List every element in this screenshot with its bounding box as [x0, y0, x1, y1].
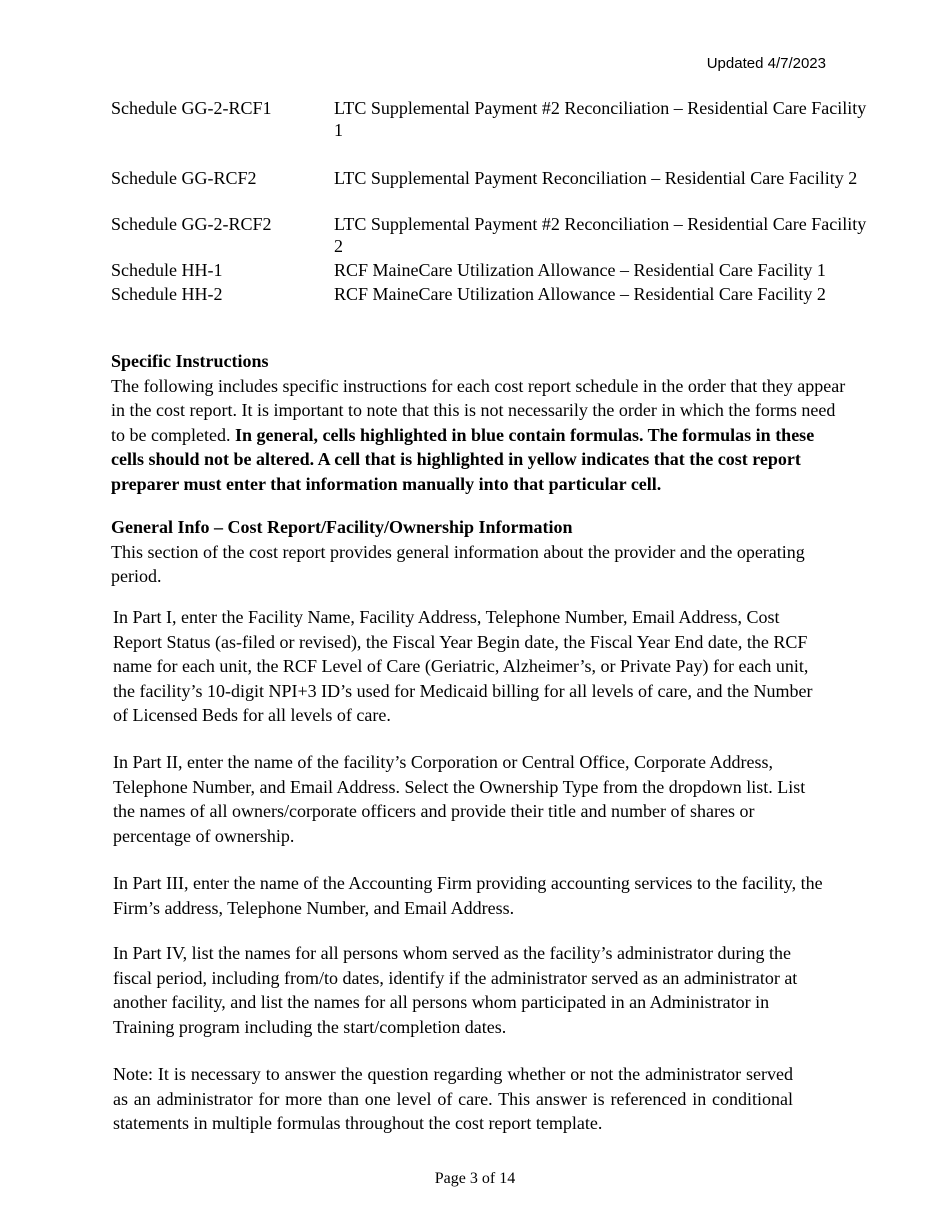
updated-date: Updated 4/7/2023: [706, 55, 826, 72]
schedule-description: RCF MaineCare Utilization Allowance – Residential Care Facility 1: [334, 260, 826, 280]
schedule-code: Schedule GG-2-RCF1: [111, 98, 272, 118]
page-number: Page 3 of 14: [434, 1170, 516, 1187]
schedule-code: Schedule GG-RCF2: [111, 168, 257, 188]
section-heading: Specific Instructions: [111, 351, 269, 371]
instructions-intro: The following includes specific instructions for each cost report schedule in the order that they appear in the cost report. It is important to note that this is not necessarily the order in which the forms need to be completed.: [111, 375, 846, 445]
schedule-description: LTC Supplemental Payment Reconciliation – Residential Care Facility 2: [334, 168, 858, 188]
note-paragraph: Note: It is necessary to answer the question regarding whether or not the administrator served as an administrator for more than one level of care. This answer is referenced in conditional statements in multiple formulas throughout the cost report template.: [113, 1064, 793, 1133]
section-heading: General Info – Cost Report/Facility/Ownership Information: [111, 517, 573, 537]
part-four-paragraph: In Part IV, list the names for all persons whom served as the facility’s administrator during the fiscal period, including from/to dates, identify if the administrator served as an administrator at another facility, and list the names for all persons whom participated in an Administrator in Training program including the start/completion dates.: [113, 943, 798, 1037]
part-one-paragraph: In Part I, enter the Facility Name, Facility Address, Telephone Number, Email Address, Cost Report Status (as-filed or revised), the Fiscal Year Begin date, the Fiscal Year End date, the RCF name for each unit, the RCF Level of Care (Geriatric, Alzheimer’s, or Private Pay) for each unit, the facility’s 10-digit NPI+3 ID’s used for Medicaid billing for all levels of care, and the Number of Licensed Beds for all levels of care.: [113, 607, 813, 725]
schedule-code: Schedule GG-2-RCF2: [111, 214, 272, 234]
schedule-description: LTC Supplemental Payment #2 Reconciliation – Residential Care Facility 2: [334, 214, 867, 256]
part-two-paragraph: In Part II, enter the name of the facility’s Corporation or Central Office, Corporate Address, Telephone Number, and Email Address. Select the Ownership Type from the dropdown list. List the names of all owners/corporate officers and provide their title and number of shares or percentage of ownership.: [113, 752, 806, 846]
part-three-paragraph: In Part III, enter the name of the Accounting Firm providing accounting services to the facility, the Firm’s address, Telephone Number, and Email Address.: [113, 873, 823, 918]
general-info-section: [111, 515, 836, 589]
general-info-intro: This section of the cost report provides general information about the provider and the operating period.: [111, 541, 805, 586]
schedule-description: RCF MaineCare Utilization Allowance – Residential Care Facility 2: [334, 284, 826, 304]
instructions-emphasis: In general, cells highlighted in blue contain formulas. The formulas in these cells should not be altered. A cell that is highlighted in yellow indicates that the cost report preparer must enter that information manually into that particular cell.: [111, 424, 815, 494]
schedule-code: Schedule HH-1: [111, 260, 223, 280]
schedule-code: Schedule HH-2: [111, 284, 223, 304]
schedule-description: LTC Supplemental Payment #2 Reconciliation – Residential Care Facility 1: [334, 98, 867, 140]
specific-instructions-section: [111, 349, 851, 496]
